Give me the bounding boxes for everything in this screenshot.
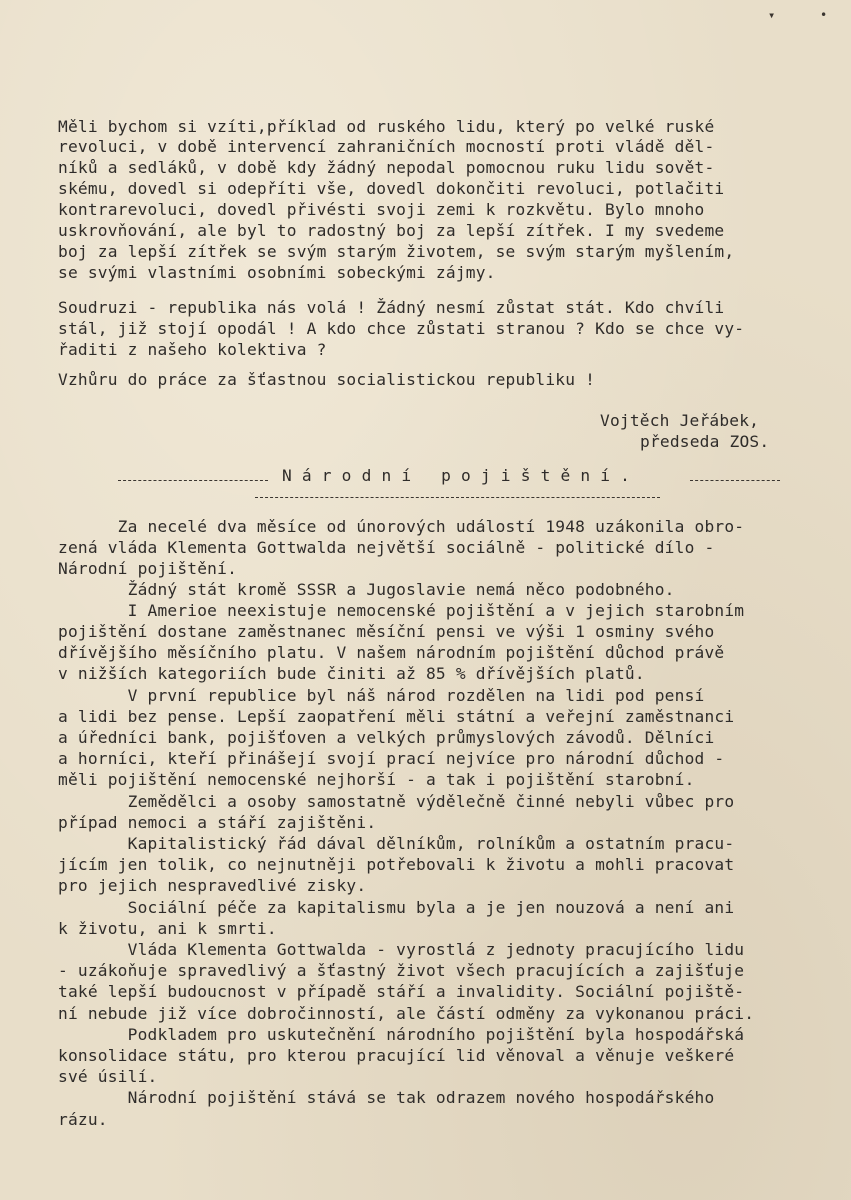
text-line: a lidi bez pense. Lepší zaopatření měli státní a veřejní zaměstnanci — [58, 707, 735, 726]
text-line: se svými vlastními osobními sobeckými zájmy. — [58, 263, 496, 282]
text-line: jícím jen tolik, co nejnutněji potřebovali k životu a mohli pracovat — [58, 855, 735, 874]
text-line: své úsilí. — [58, 1067, 158, 1086]
text-line: skému, dovedl si odepříti vše, dovedl dokončiti revoluci, potlačiti — [58, 179, 725, 198]
text-line: V první republice byl náš národ rozdělen na lidi pod pensí — [58, 686, 705, 705]
text-line: stál, již stojí opodál ! A kdo chce zůstati stranou ? Kdo se chce vy- — [58, 319, 745, 338]
text-line: Národní pojištění. — [58, 559, 238, 578]
text-line: případ nemoci a stáří zajištěni. — [58, 813, 377, 832]
text-line: níků a sedláků, v době kdy žádný nepodal pomocnou ruku lidu sovět- — [58, 158, 715, 177]
text-line: v nižších kategoriích bude činiti až 85 % dřívějších platů. — [58, 664, 645, 683]
text-line: revoluci, v době intervencí zahraničních mocností proti vládě děl- — [58, 137, 715, 156]
text-line: Národní pojištění stává se tak odrazem nového hospodářského — [58, 1088, 715, 1107]
text-line: - uzákoňuje spravedlivý a šťastný život všech pracujících a zajišťuje — [58, 961, 745, 980]
text-line: uskrovňování, ale byl to radostný boj za lepší zítřek. I my svedeme — [58, 221, 725, 240]
text-line: Soudruzi - republika nás volá ! Žádný nesmí zůstat stát. Kdo chvíli — [58, 298, 725, 317]
text-line: Za necelé dva měsíce od únorových událostí 1948 uzákonila obro- — [58, 517, 745, 536]
text-line: a úředníci bank, pojišťoven a velkých průmyslových závodů. Dělníci — [58, 728, 715, 747]
text-line: kontrarevoluci, dovedl přivésti svoji zemi k rozkvětu. Bylo mnoho — [58, 200, 705, 219]
text-line: Podkladem pro uskutečnění národního pojištění byla hospodářská — [58, 1025, 745, 1044]
heading-rule-left — [118, 480, 268, 481]
text-line: ní nebude již více dobročinností, ale částí odměny za vykonanou práci. — [58, 1004, 755, 1023]
text-line: pojištění dostane zaměstnanec měsíční pensi ve výši 1 osminy svého — [58, 622, 715, 641]
text-line: konsolidace státu, pro kterou pracující lid věnoval a věnuje veškeré — [58, 1046, 735, 1065]
text-line: zená vláda Klementa Gottwalda největší sociálně - politické dílo - — [58, 538, 715, 557]
text-line: Žádný stát kromě SSSR a Jugoslavie nemá něco podobného. — [58, 580, 675, 599]
text-line: a horníci, kteří přinášejí svojí prací nejvíce pro národní důchod - — [58, 749, 725, 768]
heading-rule-right — [690, 480, 780, 481]
text-line: k životu, ani k smrti. — [58, 919, 277, 938]
text-line: I Amerioe neexistuje nemocenské pojištění a v jejich starobním — [58, 601, 745, 620]
text-line: rázu. — [58, 1110, 108, 1129]
signature-name: Vojtěch Jeřábek, — [600, 411, 760, 430]
heading-underline — [255, 497, 660, 498]
slogan-line: Vzhůru do práce za šťastnou socialistickou republiku ! — [58, 370, 596, 389]
text-line: Měli bychom si vzíti,příklad od ruského lidu, který po velké ruské — [58, 117, 715, 136]
text-line: Zemědělci a osoby samostatně výdělečně činné nebyli vůbec pro — [58, 792, 735, 811]
text-line: dřívějšího měsíčního platu. V našem národním pojištění důchod právě — [58, 643, 725, 662]
ink-mark: • — [820, 8, 828, 22]
text-line: boj za lepší zítřek se svým starým životem, se svým starým myšlením, — [58, 242, 735, 261]
text-line: Sociální péče za kapitalismu byla a je jen nouzová a není ani — [58, 898, 735, 917]
text-line: Kapitalistický řád dával dělníkům, rolníkům a ostatním pracu- — [58, 834, 735, 853]
text-line: řaditi z našeho kolektiva ? — [58, 340, 327, 359]
section-heading: N á r o d n í p o j i š t ě n í . — [282, 466, 631, 485]
text-line: také lepší budoucnost v případě stáří a invalidity. Sociální pojiště- — [58, 982, 745, 1001]
text-line: pro jejich nespravedlivé zisky. — [58, 876, 367, 895]
ink-mark: ▾ — [768, 8, 776, 22]
signature-role: předseda ZOS. — [640, 432, 770, 451]
text-line: Vláda Klementa Gottwalda - vyrostlá z jednoty pracujícího lidu — [58, 940, 745, 959]
text-line: měli pojištění nemocenské nejhorší - a tak i pojištění starobní. — [58, 770, 695, 789]
